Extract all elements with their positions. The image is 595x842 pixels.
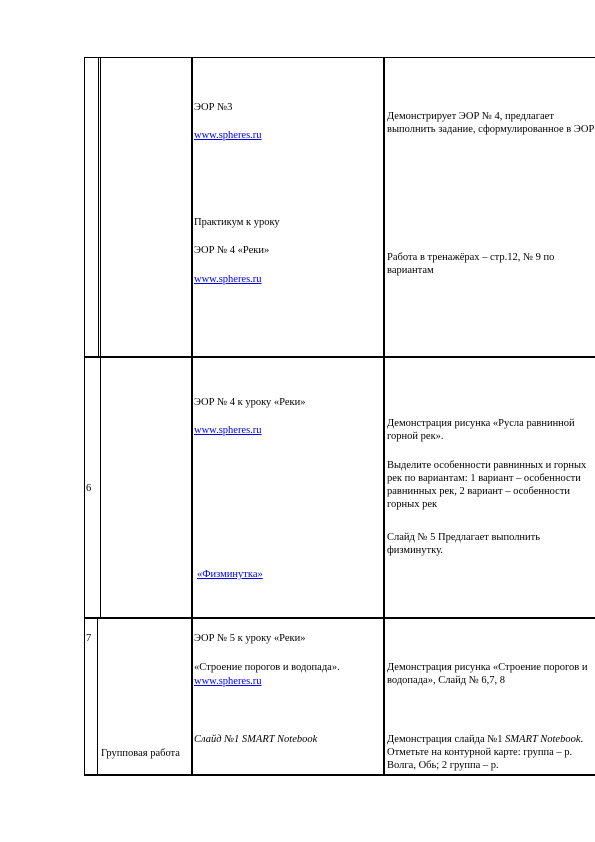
spheres-link[interactable]: www.spheres.ru <box>194 130 262 141</box>
column-divider <box>191 57 193 776</box>
activity-text <box>387 733 595 772</box>
table-row-divider <box>84 356 595 358</box>
work-form: Групповая работа <box>101 748 180 759</box>
resource-link[interactable] <box>194 675 262 688</box>
resource-eor4: ЭОР № 4 к уроку «Реки» <box>194 397 306 408</box>
table-left-border <box>84 57 85 776</box>
column-divider <box>98 57 99 357</box>
resource-eor4: ЭОР № 4 «Реки» <box>194 245 270 256</box>
column-divider <box>383 57 385 776</box>
column-divider <box>97 619 98 776</box>
resource-eor5: ЭОР № 5 к уроку «Реки» <box>194 633 306 644</box>
activity-text-rest: . Отметьте на контурной карте: группа – р. Волга, Обь; 2 группа – р. <box>387 734 584 771</box>
resource-eor3: ЭОР №3 <box>194 102 233 113</box>
resource-link[interactable] <box>194 273 262 286</box>
table-row-divider <box>84 617 595 619</box>
resource-slide: Слайд №1 SMART Notebook <box>194 734 318 745</box>
activity-text-main: Демонстрация слайда №1 <box>387 734 506 745</box>
activity-text: Демонстрация рисунка «Строение порогов и водопада», Слайд № 6,7, 8 <box>387 662 588 686</box>
row-number: 6 <box>86 483 92 494</box>
activity-text: Работа в тренажёрах – стр.12, № 9 по вариантам <box>387 252 555 276</box>
activity-text: Демонстрация рисунка «Русла равнинной горной рек». <box>387 418 575 442</box>
spheres-link[interactable]: www.spheres.ru <box>194 274 262 285</box>
resource-structure: «Строение порогов и водопада». <box>194 662 340 673</box>
spheres-link[interactable]: www.spheres.ru <box>194 425 262 436</box>
fizminutka-link[interactable]: «Физминутка» <box>197 569 263 580</box>
row-number: 7 <box>86 633 92 644</box>
activity-text: Слайд № 5 Предлагает выполнить физминутку. <box>387 532 541 556</box>
activity-text: Демонстрирует ЭОР № 4, предлагает выполнить задание, сформулированное в ЭОР <box>387 111 595 135</box>
resource-link[interactable] <box>194 129 262 142</box>
activity-text-italic: SMART Notebook <box>505 734 581 745</box>
resource-link[interactable] <box>194 424 262 437</box>
resource-practicum: Практикум к уроку <box>194 217 280 228</box>
resource-fizminutka[interactable] <box>197 568 263 581</box>
column-divider <box>100 57 101 619</box>
activity-text: Выделите особенности равнинных и горных рек по вариантам: 1 вариант – особенности равнинных рек, 2 вариант – особенности горных рек <box>387 460 587 510</box>
table-top-border <box>84 57 595 58</box>
spheres-link[interactable]: www.spheres.ru <box>194 676 262 687</box>
table-bottom-border <box>84 774 595 776</box>
